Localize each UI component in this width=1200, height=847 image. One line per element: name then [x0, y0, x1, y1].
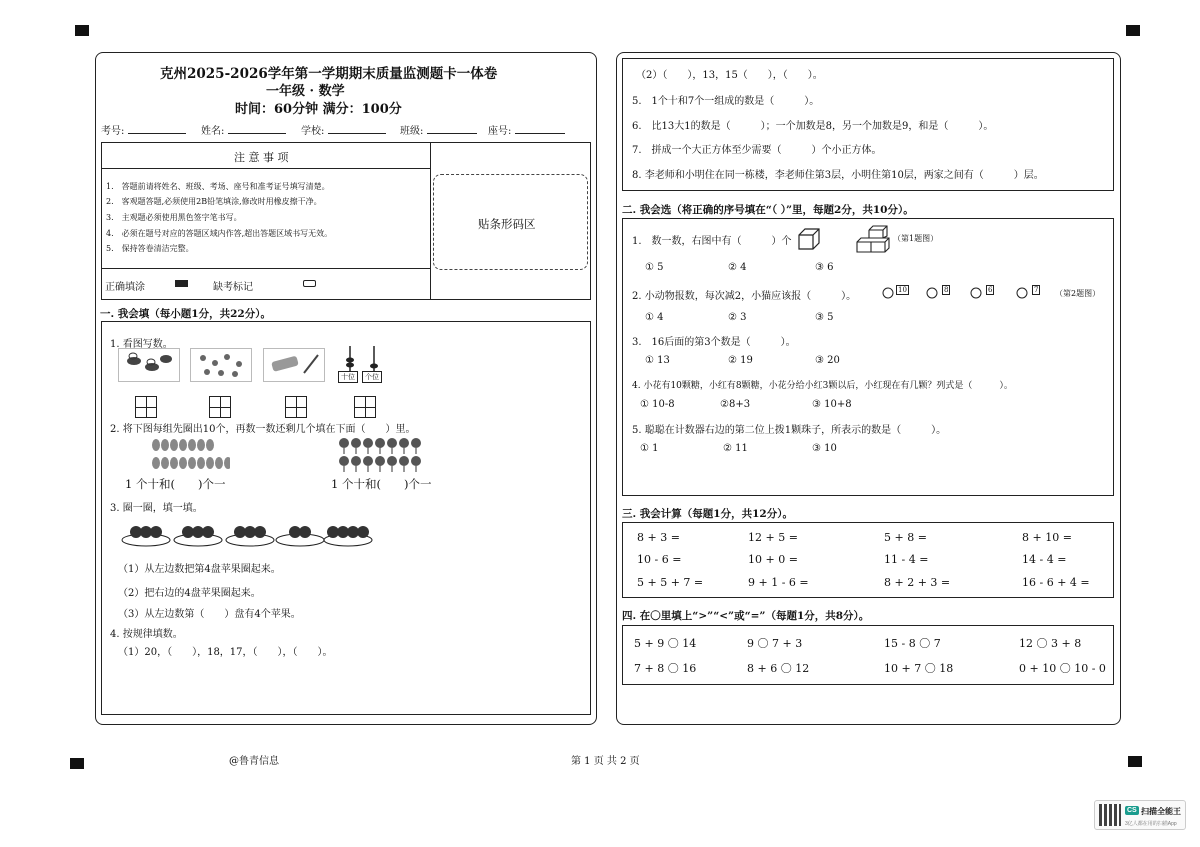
registration-mark: [1128, 756, 1142, 767]
field-exam-number-label: 考号:: [101, 126, 125, 137]
section2-title: 二. 我会选（将正确的序号填在“（ ）”里，每题2分，共10分）。: [622, 204, 914, 216]
section4-answer-area: [622, 625, 1114, 685]
answer-grid-box[interactable]: [209, 396, 231, 418]
s2-q3-option-3[interactable]: ③ 20: [815, 355, 840, 366]
s1-q2-text: 2. 将下图每组先圈出10个，再数一数还剩几个填在下面（ ）里。: [110, 424, 416, 435]
s2-q4-option-2[interactable]: ②8+3: [720, 399, 751, 410]
compare-problem[interactable]: 15 - 8 〇 7: [884, 637, 941, 650]
calc-problem[interactable]: 11 - 4 =: [884, 553, 929, 566]
s2-q1-figure-note: （第1题图）: [893, 234, 939, 243]
field-exam-number-input[interactable]: [128, 133, 186, 134]
dots-picture: [190, 348, 252, 382]
answer-grid-box[interactable]: [285, 396, 307, 418]
notice-box-divider: [430, 142, 431, 300]
s2-q5-text: 5. 聪聪在计数器右边的第二位上拨1颗珠子，所表示的数是（ ）。: [632, 425, 947, 436]
pears-picture: [150, 436, 230, 474]
animal-number-badge: 10: [898, 286, 907, 294]
notice-item: 4. 必须在题号对应的答题区域内作答,超出答题区域书写无效。: [106, 229, 333, 238]
notice-item: 2. 客观题答题,必须使用2B铅笔填涂,修改时用橡皮擦干净。: [106, 197, 322, 206]
stick-bundle-icon: [264, 349, 324, 381]
scanner-app-slogan: 3亿人都在用的扫描App: [1125, 821, 1177, 827]
answer-grid-box[interactable]: [135, 396, 157, 418]
notice-title-divider: [101, 168, 430, 169]
calc-problem[interactable]: 9 + 1 - 6 =: [748, 576, 809, 589]
s1-q4-2: （2）（ ），13，15（ ），（ ）。: [636, 70, 823, 81]
s2-q4-option-3[interactable]: ③ 10+8: [812, 399, 852, 410]
s1-q2-right-answer: 1 个十和( )个一: [331, 477, 432, 491]
stacked-cubes-picture: [855, 222, 891, 254]
absent-mark-checkbox[interactable]: [303, 280, 316, 287]
calc-problem[interactable]: 5 + 5 + 7 =: [637, 576, 704, 589]
field-class-label: 班级:: [400, 126, 424, 137]
field-name-input[interactable]: [228, 133, 286, 134]
compare-problem[interactable]: 12 〇 3 + 8: [1019, 637, 1082, 650]
s1-q4-text: 4. 按规律填数。: [110, 629, 183, 640]
qr-code: [1099, 804, 1121, 826]
calc-problem[interactable]: 8 + 10 =: [1022, 531, 1072, 544]
flower-icon: [338, 436, 430, 474]
stacked-cubes-icon: [855, 222, 891, 254]
calc-problem[interactable]: 14 - 4 =: [1022, 553, 1067, 566]
s2-q2-option-1[interactable]: ① 4: [645, 312, 664, 323]
abacus-ones-label: 个位: [362, 371, 382, 383]
bees-picture: [118, 348, 180, 382]
calc-problem[interactable]: 10 - 6 =: [637, 553, 682, 566]
s1-q4-1: （1）20，（ ），18，17，（ ），（ ）。: [118, 647, 333, 658]
abacus-icon: [336, 346, 388, 372]
s2-q4-option-1[interactable]: ① 10-8: [640, 399, 675, 410]
notice-bottom-divider: [101, 268, 430, 269]
registration-mark: [70, 758, 84, 769]
notice-title: 注 意 事 项: [234, 151, 289, 164]
s1-q3-1: （1）从左边数把第4盘苹果圈起来。: [118, 564, 281, 575]
s1-q8: 8. 李老师和小明住在同一栋楼，李老师住第3层，小明住第10层，两家之间有（ ）层。: [632, 170, 1044, 181]
calc-problem[interactable]: 8 + 3 =: [637, 531, 680, 544]
s1-q7: 7. 拼成一个大正方体至少需要（ ）个小正方体。: [632, 145, 882, 156]
field-school-label: 学校:: [301, 126, 325, 137]
s1-q3-3: （3）从左边数第（ ）盘有4个苹果。: [118, 609, 301, 620]
s2-q1-option-1[interactable]: ① 5: [645, 262, 664, 273]
s1-q3-2: （2）把右边的4盘苹果圈起来。: [118, 588, 261, 599]
answer-grid-box[interactable]: [354, 396, 376, 418]
barcode-area-label: 贴条形码区: [478, 217, 536, 231]
s2-q2-option-3[interactable]: ③ 5: [815, 312, 834, 323]
flowers-picture: [338, 436, 430, 474]
s1-q5: 5. 1个十和7个一组成的数是（ ）。: [632, 96, 820, 107]
fill-correct-sample: [175, 280, 188, 287]
absent-mark-label: 缺考标记: [213, 282, 253, 293]
field-school-input[interactable]: [328, 133, 386, 134]
field-seat-label: 座号:: [488, 126, 512, 137]
compare-problem[interactable]: 5 + 9 〇 14: [634, 637, 697, 650]
scanner-app-name: 扫描全能王: [1141, 807, 1181, 816]
animal-number-badge: 7: [1034, 286, 1039, 294]
s1-q6: 6. 比13大1的数是（ ）；一个加数是8，另一个加数是9，和是（ ）。: [632, 121, 994, 132]
s2-q5-option-3[interactable]: ③ 10: [812, 443, 837, 454]
fill-correct-label: 正确填涂: [105, 282, 145, 293]
source-credit: @鲁青信息: [229, 756, 279, 767]
field-class-input[interactable]: [427, 133, 477, 134]
s1-q3-text: 3. 圈一圈，填一填。: [110, 503, 203, 514]
registration-mark: [1126, 25, 1140, 36]
registration-mark: [75, 25, 89, 36]
section4-title: 四. 在〇里填上“>”“<”或“=”（每题1分，共8分）。: [622, 610, 870, 622]
section1-title: 一. 我会填（每小题1分，共22分）。: [100, 308, 271, 320]
cube-icon: [797, 227, 821, 251]
s2-q4-text: 4. 小花有10颗糖，小红有8颗糖，小花分给小红3颗以后，小红现在有几颗？列式是（ ）。: [632, 381, 1013, 391]
abacus-tens-label: 十位: [338, 371, 358, 383]
s2-q2-figure-note: （第2题图）: [1055, 289, 1101, 298]
compare-problem[interactable]: 0 + 10 〇 10 - 0: [1019, 662, 1106, 675]
page-number: 第 1 页 共 2 页: [571, 756, 640, 767]
s2-q3-text: 3. 16后面的第3个数是（ ）。: [632, 337, 796, 348]
time-score: 时间：60分钟 满分：100分: [235, 102, 402, 117]
notice-item: 3. 主观题必须使用黑色签字笔书写。: [106, 213, 242, 222]
animal-count-picture: [880, 283, 1052, 303]
sticks-picture: [263, 348, 325, 382]
s2-q1-option-2[interactable]: ② 4: [728, 262, 747, 273]
grade-subject: 一年级 · 数学: [266, 84, 345, 99]
flower-dots-icon: [191, 349, 251, 381]
compare-problem[interactable]: 8 + 6 〇 12: [747, 662, 810, 675]
pear-icon: [150, 436, 230, 474]
compare-problem[interactable]: 9 〇 7 + 3: [747, 637, 803, 650]
notice-item: 1. 答题前请将姓名、班级、考场、座号和准考证号填写清楚。: [106, 182, 330, 191]
apple-plate-icon: [118, 516, 376, 550]
bee-icon: [119, 349, 179, 381]
animal-number-badge: 6: [988, 286, 993, 294]
s1-q2-left-answer: 1 个十和( )个一: [125, 477, 226, 491]
scanner-badge: CS: [1127, 807, 1137, 814]
s2-q1-text: 1. 数一数，右图中有（ ）个: [632, 236, 792, 247]
s2-q2-option-2[interactable]: ② 3: [728, 312, 747, 323]
calc-problem[interactable]: 8 + 2 + 3 =: [884, 576, 951, 589]
field-name-label: 姓名:: [201, 126, 225, 137]
scanner-watermark: [1094, 800, 1186, 830]
s2-q3-option-2[interactable]: ② 19: [728, 355, 753, 366]
section2-answer-area: [622, 218, 1114, 496]
s2-q2-text: 2. 小动物报数，每次减2，小猫应该报（ ）。: [632, 291, 857, 302]
calc-problem[interactable]: 5 + 8 =: [884, 531, 927, 544]
animal-number-badge: 8: [944, 286, 949, 294]
s2-q3-option-1[interactable]: ① 13: [645, 355, 670, 366]
s1-q1-text: 1. 看图写数。: [110, 339, 173, 350]
apple-plates-picture: [118, 516, 376, 550]
abacus-picture: [336, 346, 388, 384]
calc-problem[interactable]: 16 - 6 + 4 =: [1022, 576, 1090, 589]
compare-problem[interactable]: 10 + 7 〇 18: [884, 662, 954, 675]
cube-picture: [797, 227, 821, 251]
exam-title: 克州2025-2026学年第一学期期末质量监测题卡一体卷: [160, 66, 498, 82]
s2-q5-option-1[interactable]: ① 1: [640, 443, 659, 454]
notice-item: 5. 保持答卷清洁完整。: [106, 244, 194, 253]
field-seat-input[interactable]: [515, 133, 565, 134]
s2-q1-option-3[interactable]: ③ 6: [815, 262, 834, 273]
compare-problem[interactable]: 7 + 8 〇 16: [634, 662, 697, 675]
section3-title: 三. 我会计算（每题1分，共12分）。: [622, 508, 793, 520]
calc-problem[interactable]: 10 + 0 =: [748, 553, 798, 566]
calc-problem[interactable]: 12 + 5 =: [748, 531, 798, 544]
s2-q5-option-2[interactable]: ② 11: [723, 443, 748, 454]
